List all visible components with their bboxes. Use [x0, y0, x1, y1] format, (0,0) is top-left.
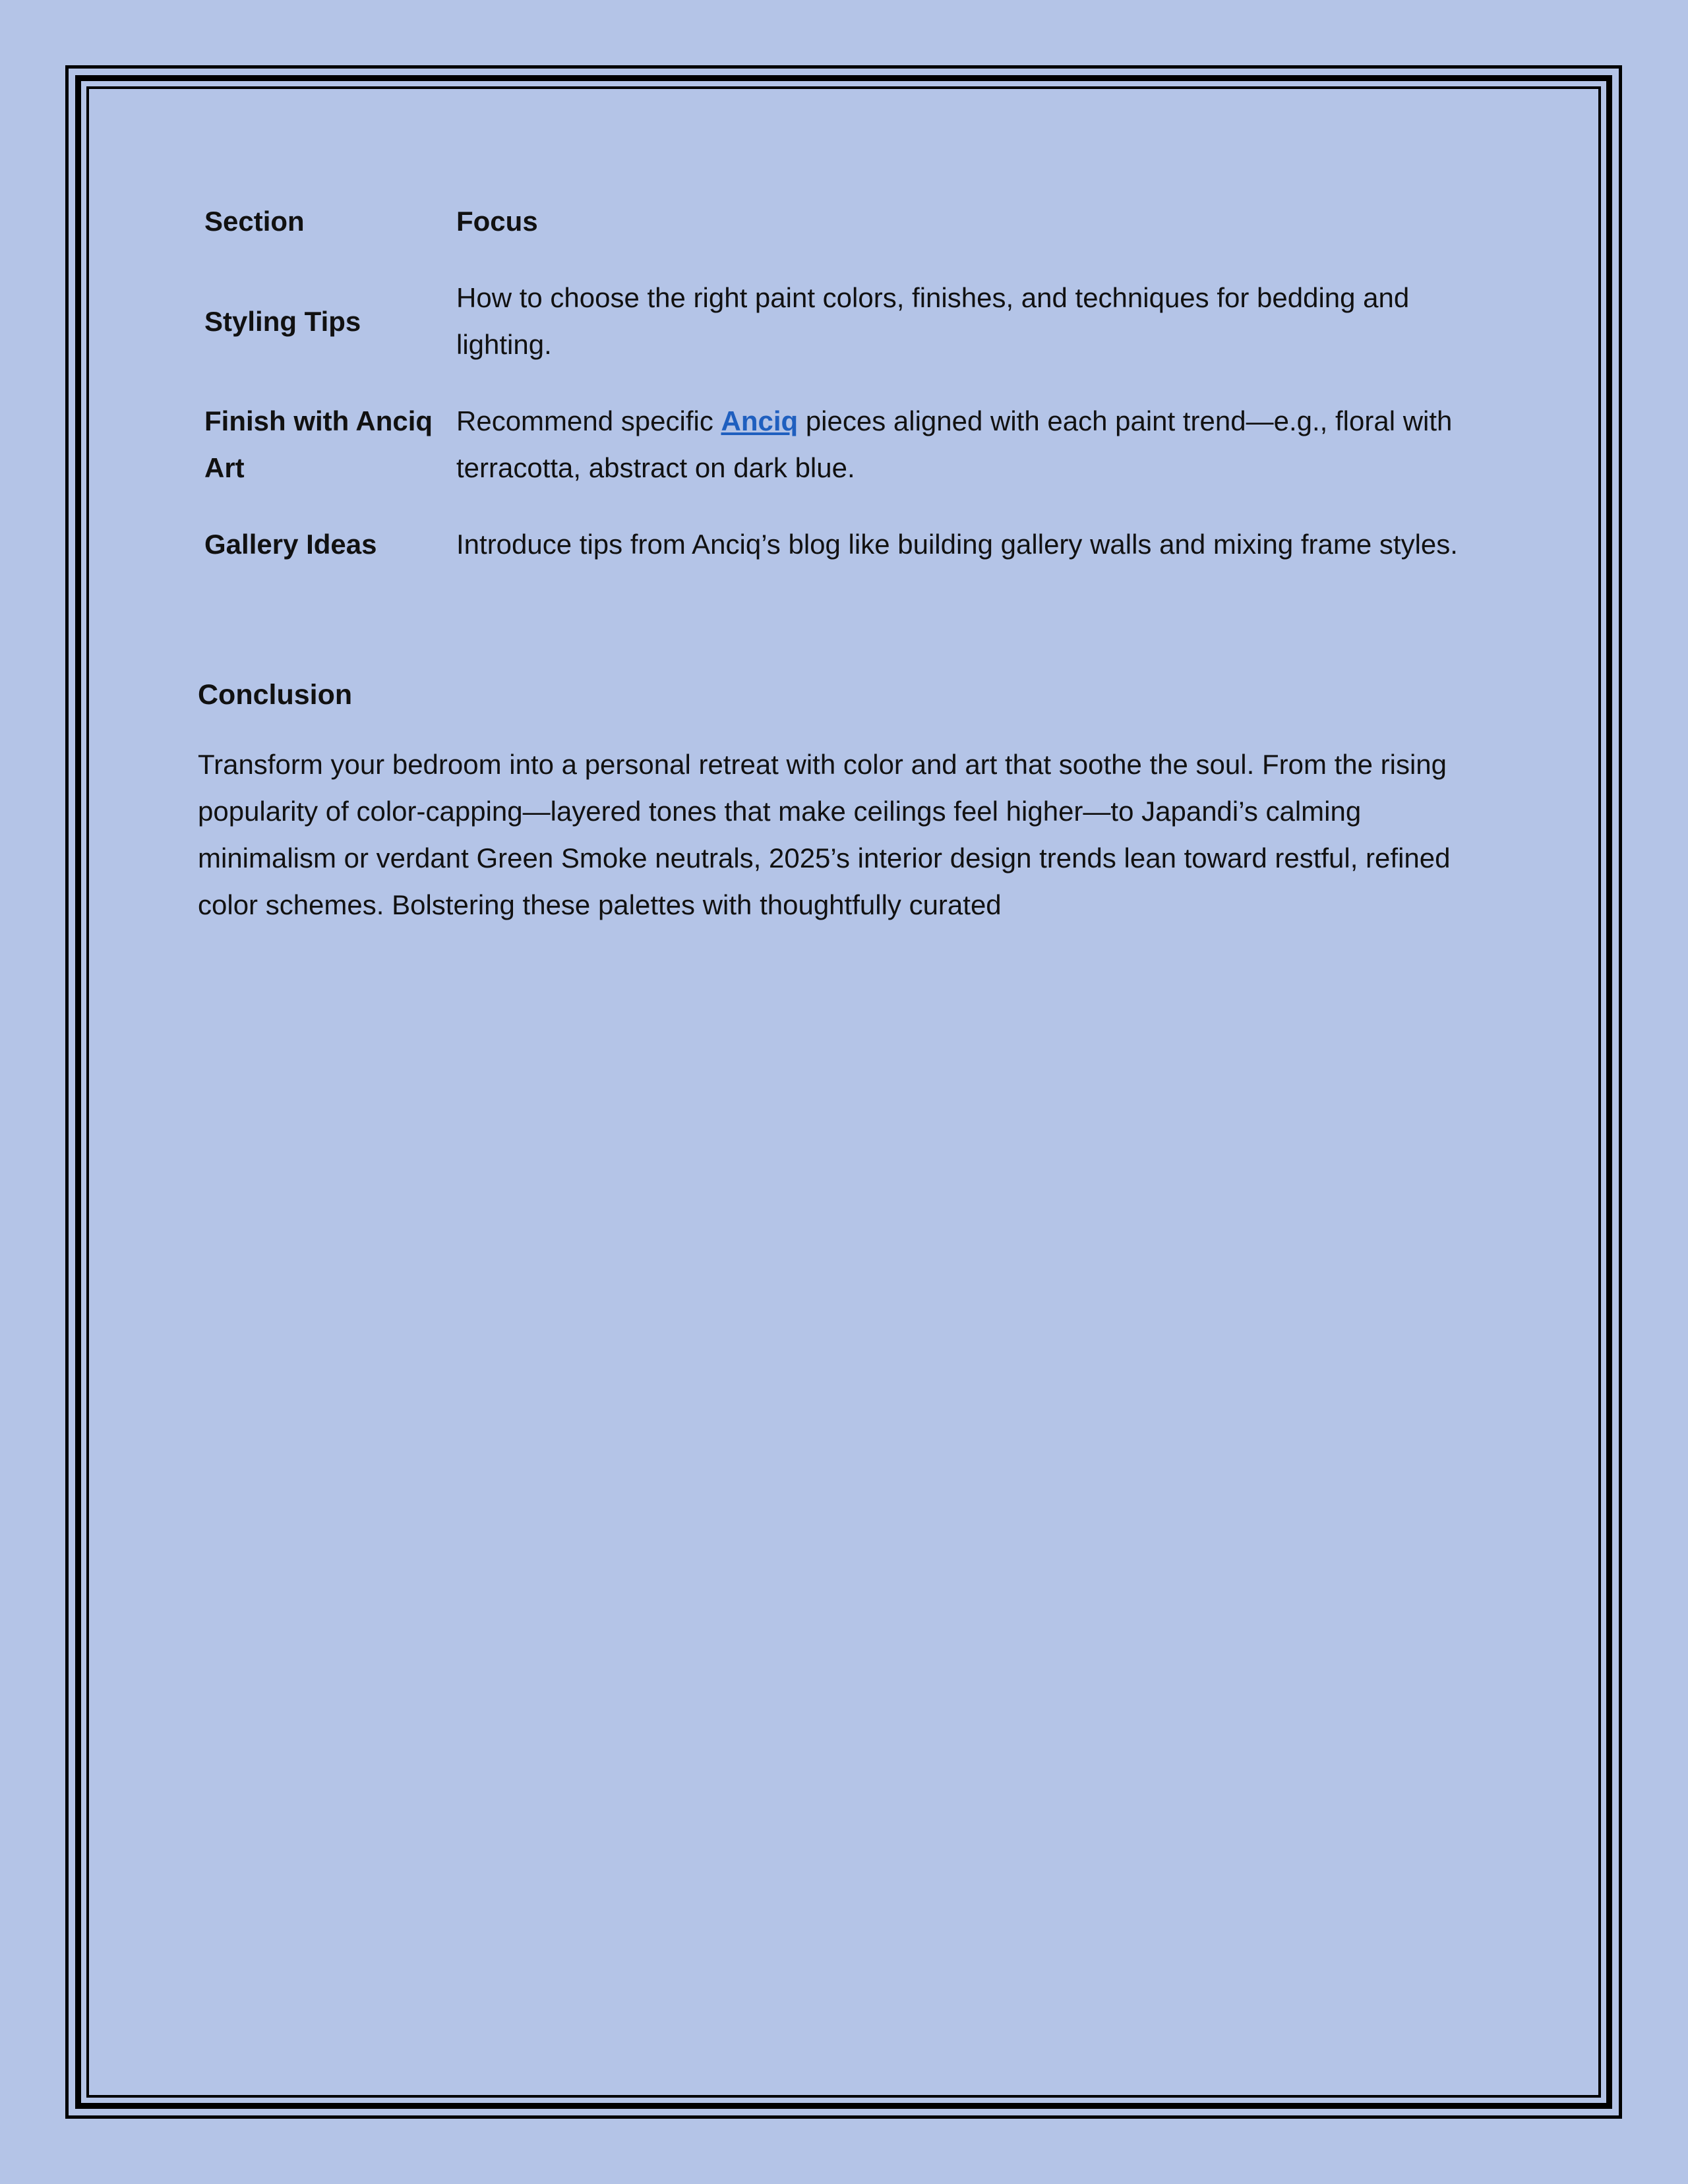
table-header-row [204, 198, 1490, 274]
table-row [204, 521, 1490, 597]
focus-text-before-link: Recommend specific [456, 405, 721, 436]
header-section: Section [204, 206, 305, 237]
focus-text-after-link: pieces aligned with each paint trend—e.g., floral with terracotta, abstract on dark blue. [456, 405, 1453, 483]
anciq-link[interactable]: Anciq [721, 405, 799, 436]
header-focus: Focus [456, 206, 538, 237]
table-row [204, 398, 1490, 521]
row-focus-finish-with-anciq-art [456, 398, 1490, 521]
row-section-finish-with-anciq-art: Finish with Anciq Art [204, 405, 433, 483]
row-section-styling-tips: Styling Tips [204, 305, 361, 337]
conclusion-heading: Conclusion [198, 679, 353, 711]
section-focus-table [204, 198, 1490, 597]
table-row [204, 274, 1490, 398]
row-section-gallery-ideas: Gallery Ideas [204, 529, 377, 560]
row-focus-styling-tips: How to choose the right paint colors, finishes, and techniques for bedding and lighting. [456, 282, 1410, 360]
document-page [198, 198, 1490, 928]
conclusion-paragraph: Transform your bedroom into a personal retreat with color and art that soothe the soul. From the rising popularity of color-capping—layered tones that make ceilings feel higher—to Japandi’s calming minimalism or verdant Green Smoke neutrals, 2025’s interior design trends lean toward restful, refined color schemes. Bolstering these palettes with thoughtfully curated [198, 749, 1451, 920]
row-focus-gallery-ideas: Introduce tips from Anciq’s blog like building gallery walls and mixing frame styles. [456, 529, 1458, 560]
